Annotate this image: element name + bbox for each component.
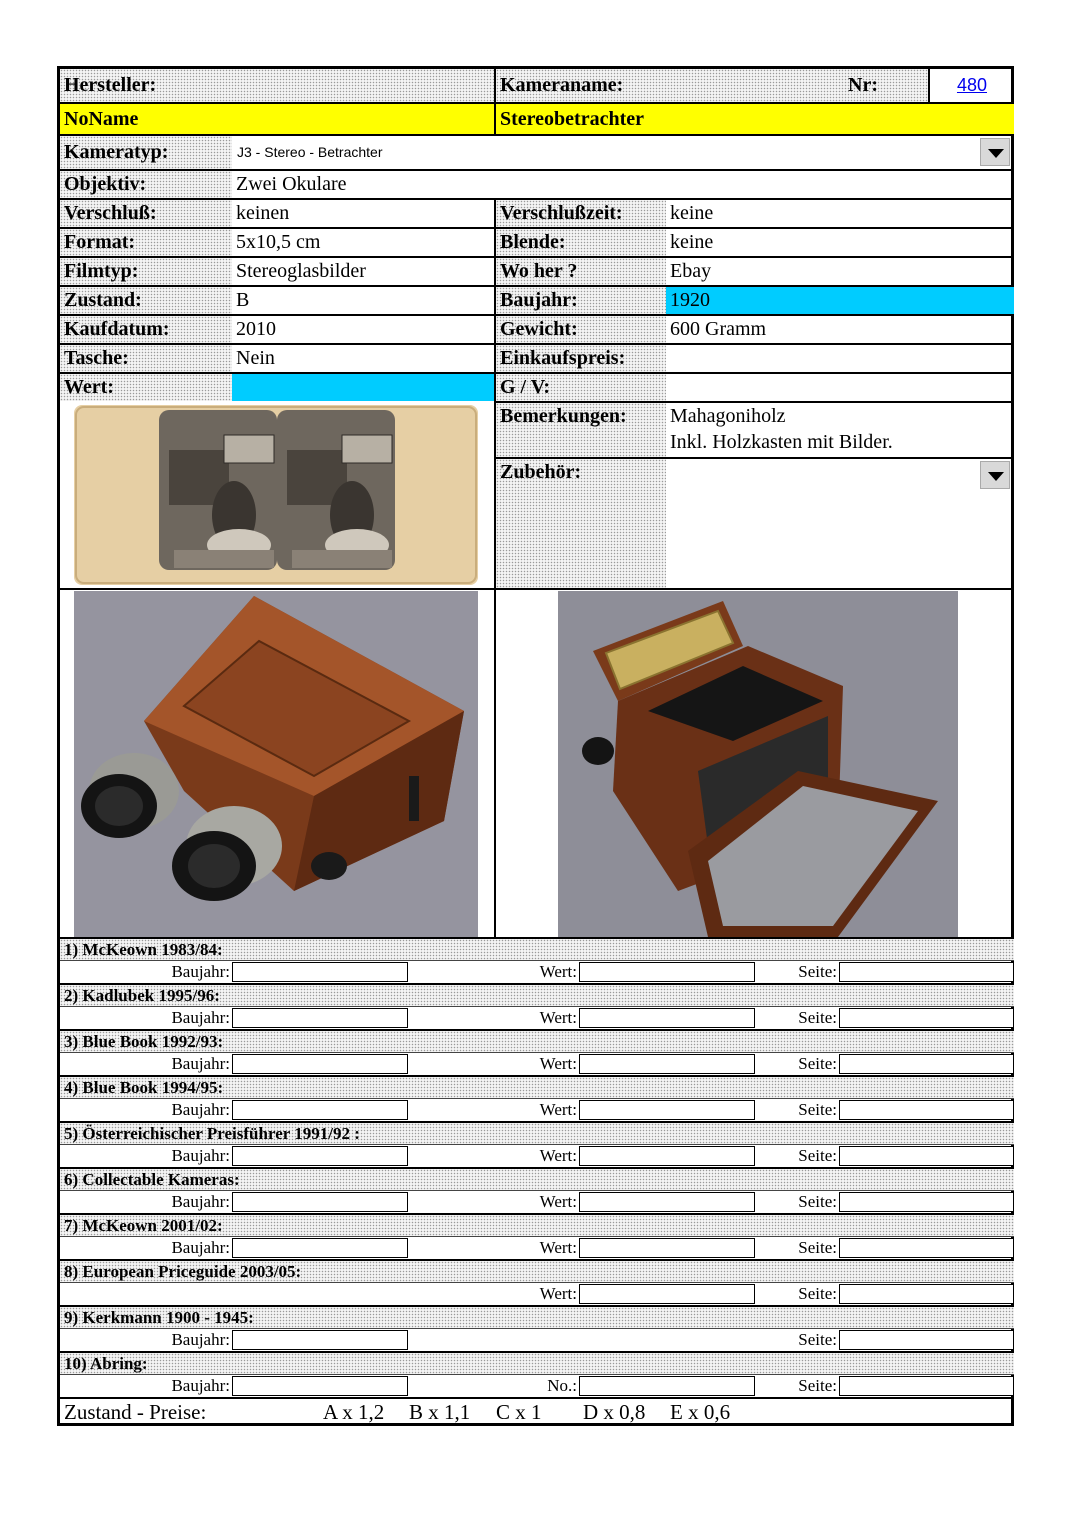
- reference-wert-label: Wert:: [539, 1192, 577, 1211]
- field-value-cell: [666, 316, 1014, 343]
- reference-wert-input[interactable]: [579, 962, 755, 982]
- reference-seite-label: Seite:: [798, 962, 837, 981]
- field-label-cell: [496, 287, 666, 314]
- kameratyp-label-cell: [60, 136, 232, 169]
- bemerkungen-line-2: Inkl. Holzkasten mit Bilder.: [670, 431, 893, 453]
- kameraname-label: Kameraname:: [500, 74, 624, 96]
- blende-label: Blende:: [500, 231, 566, 253]
- reference-wert-input[interactable]: [579, 1192, 755, 1212]
- zustand-preise-row: [60, 1399, 1014, 1426]
- zustand-label: Zustand:: [64, 289, 142, 311]
- reference-baujahr-label: Baujahr:: [171, 1146, 230, 1165]
- reference-seite-label: Seite:: [798, 1192, 837, 1211]
- reference-title: 2) Kadlubek 1995/96:: [64, 986, 220, 1005]
- reference-seite-input[interactable]: [839, 1054, 1014, 1074]
- reference-baujahr-input[interactable]: [232, 1192, 408, 1212]
- reference-seite-input[interactable]: [839, 1376, 1014, 1396]
- field-value-cell: [232, 374, 494, 401]
- filmtyp-value: Stereoglasbilder: [236, 260, 366, 282]
- objektiv-label: Objektiv:: [64, 173, 147, 195]
- objektiv-label-cell: [60, 171, 232, 198]
- blende-value: keine: [670, 231, 714, 253]
- gewicht-value: 600 Gramm: [670, 318, 767, 340]
- reference-baujahr-label: Baujahr:: [171, 1054, 230, 1073]
- field-label-cell: [496, 229, 666, 256]
- reference-seite-input[interactable]: [839, 1330, 1014, 1350]
- reference-header: [60, 1353, 1014, 1375]
- reference-baujahr-input[interactable]: [232, 962, 408, 982]
- reference-seite-label: Seite:: [798, 1054, 837, 1073]
- field-value-cell: [232, 287, 494, 314]
- reference-title: 8) European Priceguide 2003/05:: [64, 1262, 302, 1281]
- reference-baujahr-input[interactable]: [232, 1146, 408, 1166]
- field-value-cell: [666, 200, 1014, 227]
- reference-seite-input[interactable]: [839, 962, 1014, 982]
- reference-baujahr-label: Baujahr:: [171, 1008, 230, 1027]
- verschlusszeit-value: keine: [670, 202, 714, 224]
- reference-wert-label: Wert:: [539, 1146, 577, 1165]
- bemerkungen-value-cell: [666, 403, 1014, 457]
- reference-wert-input[interactable]: [579, 1100, 755, 1120]
- gv-label: G / V:: [500, 376, 551, 398]
- reference-wert-input[interactable]: [579, 1238, 755, 1258]
- reference-header: [60, 939, 1014, 961]
- reference-seite-label: Seite:: [798, 1146, 837, 1165]
- reference-baujahr-input[interactable]: [232, 1376, 408, 1396]
- reference-wert-input[interactable]: [579, 1008, 755, 1028]
- reference-header: [60, 1261, 1014, 1283]
- hersteller-value-cell: [60, 104, 494, 134]
- bemerkungen-label: Bemerkungen:: [500, 405, 627, 427]
- reference-wert-label: Wert:: [539, 1054, 577, 1073]
- reference-baujahr-label: Baujahr:: [171, 1376, 230, 1395]
- reference-baujahr-label: Baujahr:: [171, 1238, 230, 1257]
- filmtyp-label: Filmtyp:: [64, 260, 139, 282]
- reference-seite-input[interactable]: [839, 1100, 1014, 1120]
- kameratyp-dropdown[interactable]: [232, 136, 1014, 169]
- field-value-cell: [666, 374, 1014, 401]
- reference-wert-input[interactable]: [579, 1146, 755, 1166]
- reference-header: [60, 1031, 1014, 1053]
- kameraname-value-cell: [496, 104, 1014, 134]
- reference-title: 10) Abring:: [64, 1354, 148, 1373]
- reference-wert-label: No.:: [547, 1376, 577, 1395]
- einkaufspreis-label: Einkaufspreis:: [500, 347, 626, 369]
- reference-seite-input[interactable]: [839, 1238, 1014, 1258]
- field-value-cell: [666, 345, 1014, 372]
- verschluss-label: Verschluß:: [64, 202, 157, 224]
- field-value-cell: [666, 258, 1014, 285]
- kameraname-label-cell: [496, 69, 928, 102]
- reference-wert-input[interactable]: [579, 1376, 755, 1396]
- reference-header: [60, 1077, 1014, 1099]
- factor-c: C x 1: [496, 1400, 542, 1424]
- objektiv-value: Zwei Okulare: [236, 173, 347, 195]
- factor-d: D x 0,8: [583, 1400, 646, 1424]
- verschlusszeit-label: Verschlußzeit:: [500, 202, 623, 224]
- woher-value: Ebay: [670, 260, 712, 282]
- zustand-value: B: [236, 289, 250, 311]
- kaufdatum-value: 2010: [236, 318, 276, 340]
- field-value-cell: [666, 287, 1014, 314]
- field-label-cell: [496, 200, 666, 227]
- field-value-cell: [232, 345, 494, 372]
- field-value-cell: [232, 258, 494, 285]
- field-label-cell: [496, 374, 666, 401]
- reference-seite-input[interactable]: [839, 1284, 1014, 1304]
- reference-wert-input[interactable]: [579, 1284, 755, 1304]
- kameraname-value: Stereobetrachter: [500, 108, 645, 130]
- kameratyp-value: J3 - Stereo - Betrachter: [237, 144, 383, 160]
- tasche-label: Tasche:: [64, 347, 129, 369]
- reference-wert-label: Wert:: [539, 1238, 577, 1257]
- reference-seite-label: Seite:: [798, 1238, 837, 1257]
- reference-baujahr-input[interactable]: [232, 1008, 408, 1028]
- zubehoer-label-cell: [496, 459, 666, 588]
- reference-header: [60, 1307, 1014, 1329]
- nr-label: Nr:: [848, 74, 878, 96]
- reference-header: [60, 1215, 1014, 1237]
- camera-photo-open: [558, 591, 958, 937]
- reference-seite-label: Seite:: [798, 1376, 837, 1395]
- reference-baujahr-label: Baujahr:: [171, 962, 230, 981]
- reference-wert-label: Wert:: [539, 1284, 577, 1303]
- zubehoer-label: Zubehör:: [500, 461, 582, 483]
- gewicht-label: Gewicht:: [500, 318, 578, 340]
- reference-seite-label: Seite:: [798, 1330, 837, 1349]
- field-value-cell: [232, 200, 494, 227]
- hersteller-label: Hersteller:: [64, 74, 157, 96]
- chevron-down-icon[interactable]: [980, 138, 1010, 166]
- camera-record-sheet: [57, 66, 1014, 1426]
- reference-baujahr-input[interactable]: [232, 1054, 408, 1074]
- hersteller-label-cell: [60, 69, 494, 102]
- reference-wert-label: Wert:: [539, 1100, 577, 1119]
- reference-title: 5) Österreichischer Preisführer 1991/92 :: [64, 1124, 360, 1143]
- reference-header: [60, 985, 1014, 1007]
- reference-title: 9) Kerkmann 1900 - 1945:: [64, 1308, 254, 1327]
- field-label-cell: [496, 345, 666, 372]
- reference-wert-label: Wert:: [539, 1008, 577, 1027]
- reference-seite-input[interactable]: [839, 1192, 1014, 1212]
- field-label-cell: [60, 374, 232, 401]
- format-value: 5x10,5 cm: [236, 231, 321, 253]
- reference-wert-label: Wert:: [539, 962, 577, 981]
- chevron-down-icon[interactable]: [980, 461, 1010, 489]
- field-value-cell: [666, 229, 1014, 256]
- reference-baujahr-label: Baujahr:: [171, 1330, 230, 1349]
- nr-value-cell: [928, 69, 1014, 102]
- reference-header: [60, 1169, 1014, 1191]
- reference-baujahr-input[interactable]: [232, 1100, 408, 1120]
- field-label-cell: [60, 316, 232, 343]
- verschluss-value: keinen: [236, 202, 290, 224]
- camera-photo-front: [74, 591, 478, 937]
- objektiv-value-cell: [232, 171, 1014, 198]
- baujahr-value: 1920: [670, 289, 710, 311]
- reference-title: 3) Blue Book 1992/93:: [64, 1032, 224, 1051]
- factor-a: A x 1,2: [323, 1400, 385, 1424]
- reference-seite-label: Seite:: [798, 1284, 837, 1303]
- reference-seite-input[interactable]: [839, 1146, 1014, 1166]
- reference-seite-label: Seite:: [798, 1008, 837, 1027]
- kaufdatum-label: Kaufdatum:: [64, 318, 170, 340]
- baujahr-label: Baujahr:: [500, 289, 578, 311]
- reference-title: 1) McKeown 1983/84:: [64, 940, 223, 959]
- reference-title: 4) Blue Book 1994/95:: [64, 1078, 224, 1097]
- reference-baujahr-label: Baujahr:: [171, 1192, 230, 1211]
- stereo-card-image: [74, 405, 478, 585]
- bemerkungen-line-1: Mahagoniholz: [670, 405, 786, 427]
- reference-baujahr-input[interactable]: [232, 1330, 408, 1350]
- field-value-cell: [232, 316, 494, 343]
- format-label: Format:: [64, 231, 136, 253]
- reference-wert-input[interactable]: [579, 1054, 755, 1074]
- reference-seite-label: Seite:: [798, 1100, 837, 1119]
- tasche-value: Nein: [236, 347, 275, 369]
- field-label-cell: [60, 258, 232, 285]
- zustand-preise-label: Zustand - Preise:: [64, 1400, 207, 1424]
- wert-label: Wert:: [64, 376, 114, 398]
- woher-label: Wo her ?: [500, 260, 578, 282]
- hersteller-value: NoName: [64, 108, 139, 130]
- reference-title: 7) McKeown 2001/02:: [64, 1216, 223, 1235]
- factor-e: E x 0,6: [670, 1400, 731, 1424]
- field-label-cell: [496, 258, 666, 285]
- field-label-cell: [496, 316, 666, 343]
- reference-header: [60, 1123, 1014, 1145]
- field-value-cell: [232, 229, 494, 256]
- reference-baujahr-label: Baujahr:: [171, 1100, 230, 1119]
- reference-title: 6) Collectable Kameras:: [64, 1170, 240, 1189]
- kameratyp-label: Kameratyp:: [64, 141, 169, 163]
- field-label-cell: [60, 287, 232, 314]
- zubehoer-dropdown[interactable]: [666, 459, 1014, 588]
- nr-link[interactable]: 480: [956, 75, 988, 95]
- bemerkungen-label-cell: [496, 403, 666, 457]
- field-label-cell: [60, 345, 232, 372]
- field-label-cell: [60, 229, 232, 256]
- reference-baujahr-input[interactable]: [232, 1238, 408, 1258]
- field-label-cell: [60, 200, 232, 227]
- factor-b: B x 1,1: [409, 1400, 471, 1424]
- reference-seite-input[interactable]: [839, 1008, 1014, 1028]
